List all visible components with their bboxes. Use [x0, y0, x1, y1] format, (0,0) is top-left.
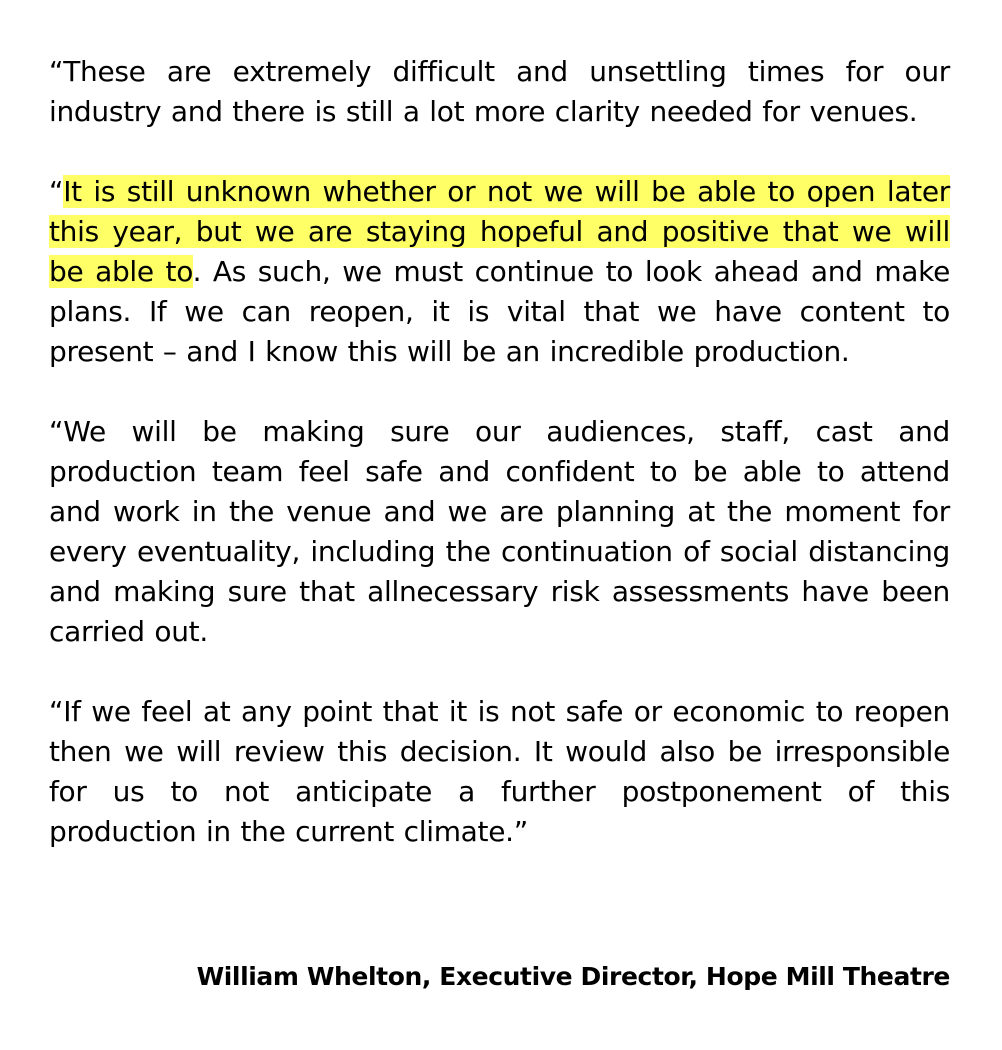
paragraph-text: “We will be making sure our audiences, staff, cast and production team feel safe and confident to be able to attend and work in the venue and we are planning at the moment for every eventuality, including the continuation of social distancing and making sure that allnecessary risk assessments have been carried out. [49, 415, 950, 648]
paragraph-text: . As such, we must continue to look ahead and make plans. If we can reopen, it is vital that we have content to present – and I know this will be an incredible production. [49, 255, 951, 368]
quote-paragraph-1 [49, 52, 950, 132]
quote-document [49, 52, 951, 991]
opening-quote-mark: “ [49, 175, 64, 208]
quote-paragraph-3 [49, 412, 950, 652]
quote-paragraph-4 [49, 692, 950, 852]
paragraph-text: “These are extremely difficult and unsettling times for our industry and there is still a lot more clarity needed for venues. [49, 55, 950, 128]
quote-attribution: William Whelton, Executive Director, Hope Mill Theatre [196, 962, 950, 991]
quote-paragraph-2 [49, 172, 950, 372]
highlighted-text: It is still unknown whether or not we will be able to open later this year, but we are staying hopeful and positive that we will be able to [49, 175, 950, 288]
paragraph-text: “If we feel at any point that it is not safe or economic to reopen then we will review this decision. It would also be irresponsible for us to not anticipate a further postponement of this production in the current climate.” [49, 695, 950, 848]
